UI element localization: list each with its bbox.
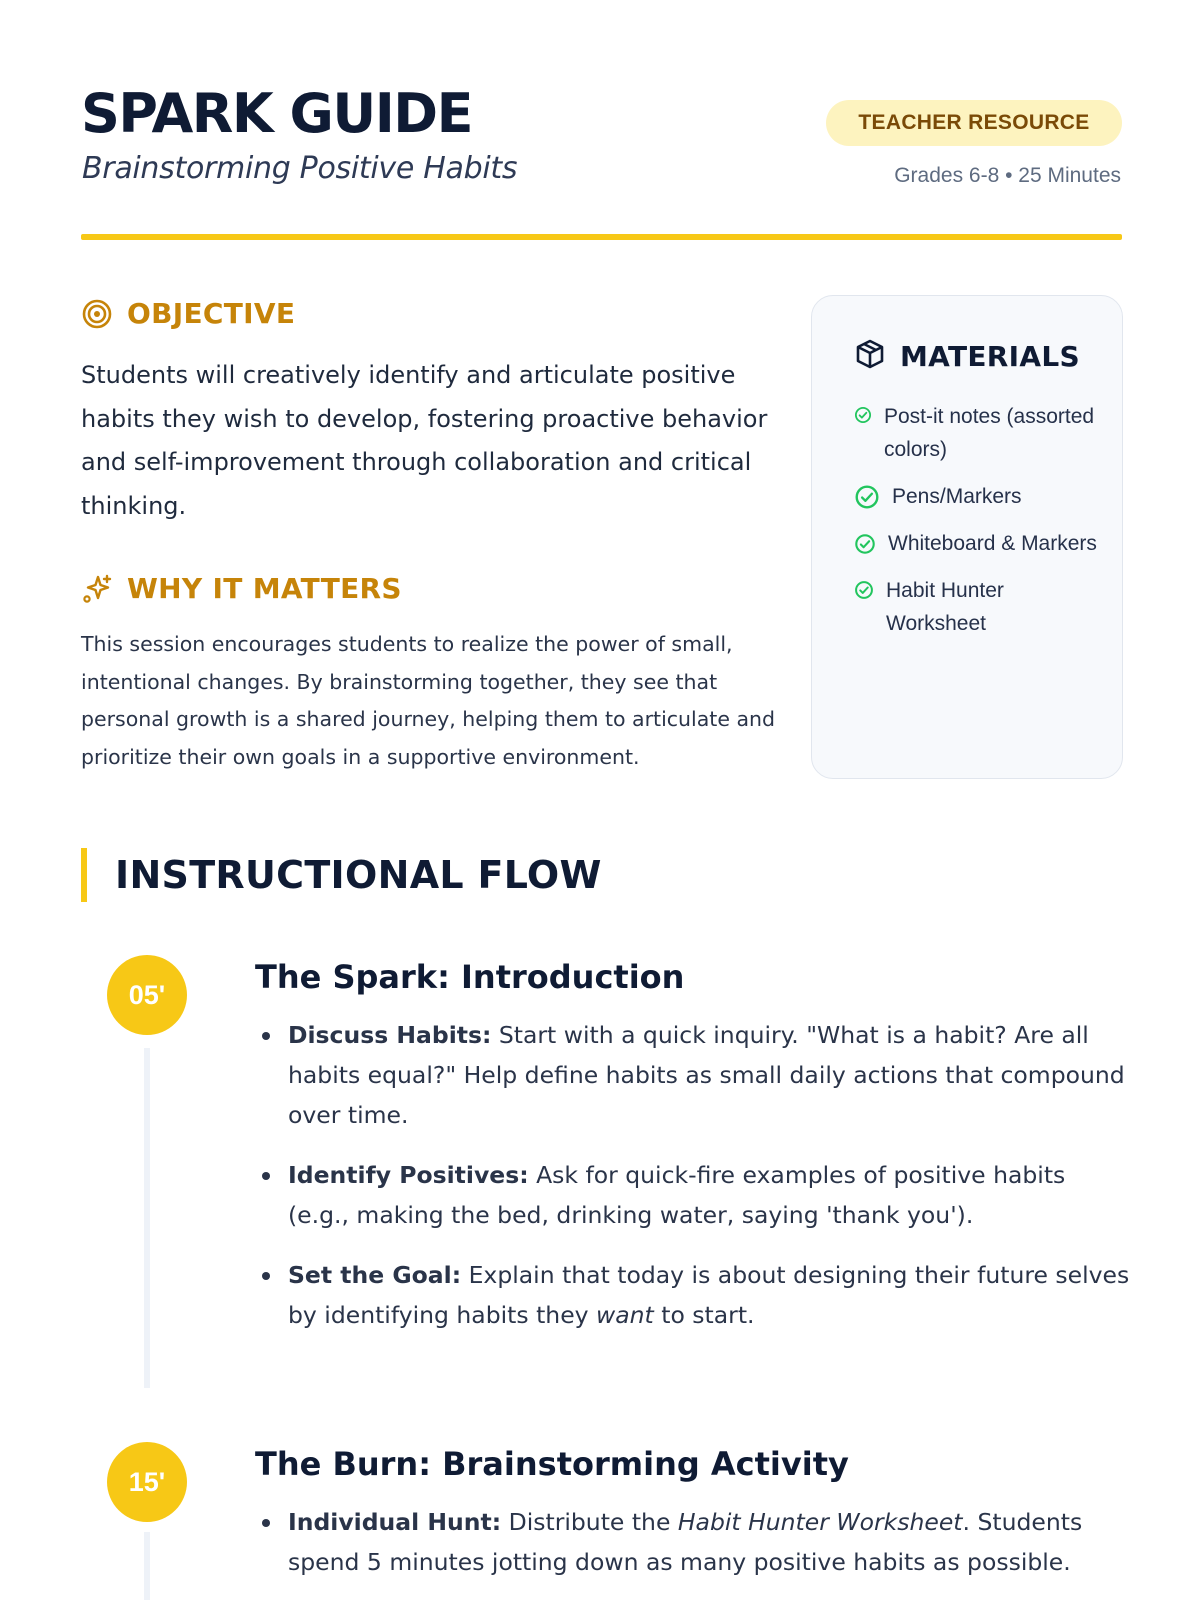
item-lead: Set the Goal: xyxy=(288,1261,462,1289)
item-lead: Discuss Habits: xyxy=(288,1021,492,1049)
list-item xyxy=(854,480,1104,513)
why-text: This session encourages students to realize the power of small, intentional changes. By brainstorming together, they see that personal growth is a shared journey, helping them to articulate and prioritize their own goals in a supportive environment. xyxy=(81,632,776,769)
step-time-badge: 15' xyxy=(107,1442,187,1522)
target-icon xyxy=(81,298,113,330)
item-text: . Students spend 5 minutes jotting down as many positive habits as possible. xyxy=(288,1508,1083,1576)
timeline-line xyxy=(144,1048,150,1388)
item-text: Explain that today is about designing their future selves by identifying habits they xyxy=(288,1261,1130,1329)
list-item xyxy=(260,1155,1130,1235)
page-subtitle: Brainstorming Positive Habits xyxy=(82,151,518,186)
check-circle-icon xyxy=(854,533,876,555)
check-circle-icon xyxy=(854,580,874,600)
step-item-list xyxy=(260,1015,1130,1355)
page-title: SPARK GUIDE xyxy=(81,82,473,145)
materials-heading-label: MATERIALS xyxy=(900,340,1080,373)
item-lead: Individual Hunt: xyxy=(288,1508,502,1536)
objective-text: Students will creatively identify and articulate positive habits they wish to develop, fostering proactive behavior and self-improvement through collaboration and critical thinking. xyxy=(81,361,768,520)
step-item-list xyxy=(260,1502,1130,1600)
item-text: to start. xyxy=(653,1301,755,1329)
step-title: The Spark: Introduction xyxy=(255,958,685,996)
material-item-label: Post-it notes (assorted colors) xyxy=(884,405,1095,461)
flow-heading-accent-bar xyxy=(81,848,87,902)
box-icon xyxy=(854,338,886,375)
list-item xyxy=(854,400,1104,466)
timeline-line xyxy=(144,1532,150,1600)
material-item-label: Pens/Markers xyxy=(892,485,1022,508)
item-emphasis: Habit Hunter Worksheet xyxy=(677,1508,963,1536)
teacher-resource-badge: TEACHER RESOURCE xyxy=(826,100,1122,146)
materials-list xyxy=(854,400,1104,654)
item-text: Start with a quick inquiry. "What is a habit? Are all habits equal?" Help define habits as small daily actions that compound over time. xyxy=(288,1021,1125,1129)
why-heading xyxy=(81,572,402,605)
instructional-flow-heading: INSTRUCTIONAL FLOW xyxy=(115,853,602,897)
objective-heading-label: OBJECTIVE xyxy=(127,297,296,330)
list-item xyxy=(260,1255,1130,1335)
item-text: Ask for quick-fire examples of positive habits (e.g., making the bed, drinking water, saying 'thank you'). xyxy=(288,1161,1066,1229)
item-lead: Identify Positives: xyxy=(288,1161,529,1189)
grade-duration-meta: Grades 6-8 • 25 Minutes xyxy=(894,164,1121,187)
list-item xyxy=(854,527,1104,560)
materials-heading xyxy=(854,338,1080,375)
check-circle-icon xyxy=(854,406,872,424)
list-item xyxy=(260,1502,1130,1582)
item-emphasis: want xyxy=(596,1301,654,1329)
step-title: The Burn: Brainstorming Activity xyxy=(255,1445,849,1483)
step-time-badge: 05' xyxy=(107,955,187,1035)
why-heading-label: WHY IT MATTERS xyxy=(127,572,402,605)
item-text: Distribute the xyxy=(501,1508,678,1536)
list-item xyxy=(854,574,1104,640)
check-circle-icon xyxy=(854,484,880,510)
material-item-label: Whiteboard & Markers xyxy=(888,532,1097,555)
objective-heading xyxy=(81,297,295,330)
sparkles-icon xyxy=(81,573,113,605)
material-item-label: Habit Hunter Worksheet xyxy=(886,579,1004,635)
header-divider xyxy=(81,234,1122,240)
list-item xyxy=(260,1015,1130,1135)
materials-card xyxy=(811,295,1123,779)
